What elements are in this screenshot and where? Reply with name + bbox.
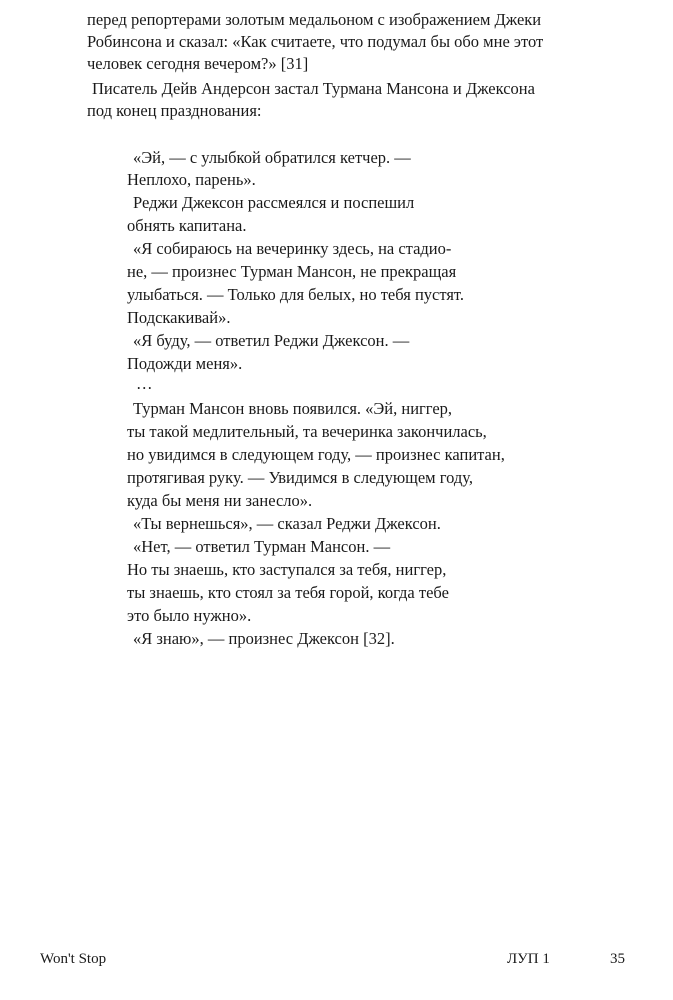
quote-line: обнять капитана. xyxy=(127,216,247,235)
quote-line: Подскакивай». xyxy=(127,308,231,327)
quote-line: «Ты вернешься», — сказал Реджи Джексон. xyxy=(133,514,441,533)
quote-line: «Эй, — с улыбкой обратился кетчер. — xyxy=(133,148,411,167)
quote-line: Неплохо, парень». xyxy=(127,170,256,189)
quote-line: ты такой медлительный, та вечеринка закончилась, xyxy=(127,422,487,441)
quote-line: ты знаешь, кто стоял за тебя горой, когда тебе xyxy=(127,583,449,602)
quote-line: улыбаться. — Только для белых, но тебя пустят. xyxy=(127,285,465,304)
quote-line: … xyxy=(136,374,153,393)
quote-line: это было нужно». xyxy=(127,606,252,625)
intro-line: человек сегодня вечером?» [31] xyxy=(87,54,309,73)
intro-line: Писатель Дейв Андерсон застал Турмана Мансона и Джексона xyxy=(92,79,535,98)
quote-line: Подожди меня». xyxy=(127,354,243,373)
quote-line: «Я буду, — ответил Реджи Джексон. — xyxy=(133,331,410,350)
quote-line: «Нет, — ответил Турман Мансон. — xyxy=(133,537,391,556)
quote-line: «Я собираюсь на вечеринку здесь, на стадио- xyxy=(133,239,452,258)
footer-book-title: Won't Stop xyxy=(40,951,107,967)
intro-line: перед репортерами золотым медальоном с изображением Джеки xyxy=(87,10,542,29)
quote-line: «Я знаю», — произнес Джексон [32]. xyxy=(133,629,395,648)
footer-page-number: 35 xyxy=(610,951,625,967)
quote-line: Турман Мансон вновь появился. «Эй, ниггер, xyxy=(133,399,453,418)
quote-line: Но ты знаешь, кто заступался за тебя, ниггер, xyxy=(127,560,447,579)
quote-line: протягивая руку. — Увидимся в следующем году, xyxy=(127,468,473,487)
intro-line: под конец празднования: xyxy=(87,101,262,120)
quote-line: куда бы меня ни занесло». xyxy=(127,491,313,510)
quote-line: но увидимся в следующем году, — произнес капитан, xyxy=(127,445,505,464)
quote-line: Реджи Джексон рассмеялся и поспешил xyxy=(133,193,415,212)
footer-section: ЛУП 1 xyxy=(507,951,550,967)
quote-line: не, — произнес Турман Мансон, не прекращая xyxy=(127,262,457,281)
intro-line: Робинсона и сказал: «Как считаете, что подумал бы обо мне этот xyxy=(87,32,544,51)
